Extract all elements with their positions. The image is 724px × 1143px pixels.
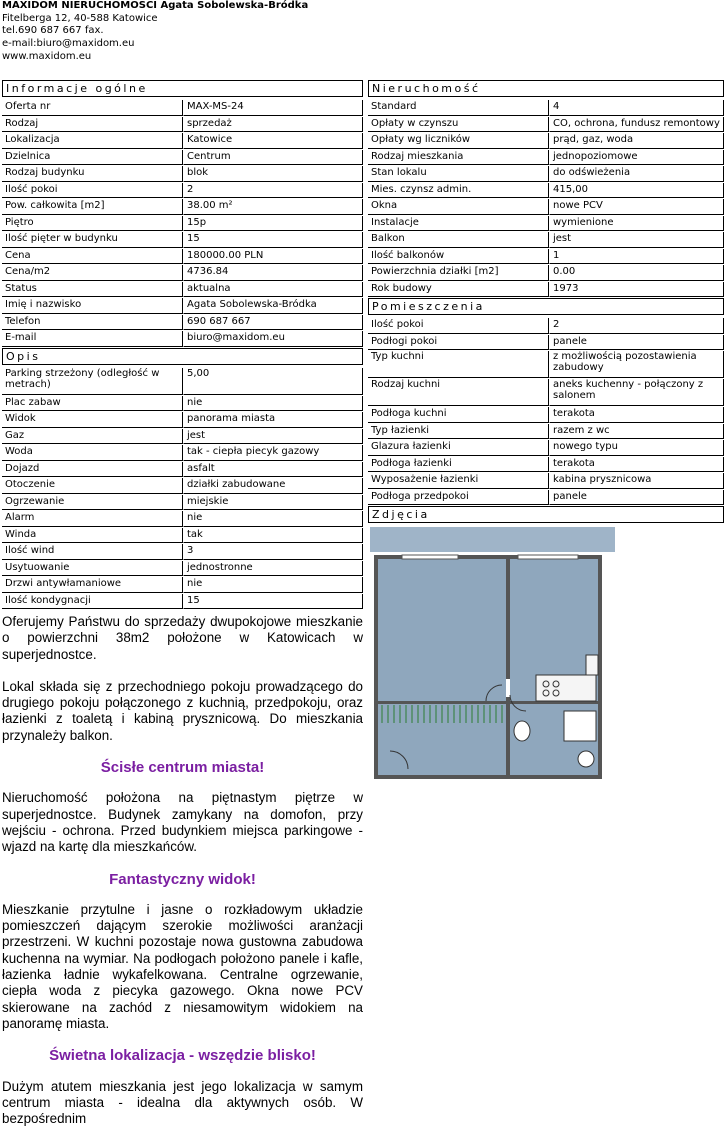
- row-value: biuro@maxidom.eu: [183, 331, 363, 347]
- table-row: [2, 282, 363, 298]
- description-paragraph: Nieruchomość położona na piętnastym piętrze w superjednostce. Budynek zamykany na domofon, przy wejściu - ochrona. Przed budynkiem miejsca parkingowe - wjazd na kartę dla mieszkańców.: [2, 790, 363, 855]
- row-value: nie: [183, 577, 363, 593]
- row-value: jednostronne: [183, 561, 363, 577]
- row-value: 2: [183, 183, 363, 199]
- table-row: [2, 544, 363, 560]
- table-row: [2, 133, 363, 149]
- table-row: [2, 232, 363, 248]
- row-value: Centrum: [183, 150, 363, 166]
- row-label: Ilość wind: [2, 544, 183, 560]
- description-heading: Ścisłe centrum miasta!: [100, 759, 265, 777]
- row-label: Imię i nazwisko: [2, 298, 183, 314]
- section-rooms-header: Pomieszczenia: [368, 298, 724, 315]
- left-column: [2, 80, 363, 1143]
- row-label: Status: [2, 282, 183, 298]
- row-label: Plac zabaw: [2, 396, 183, 412]
- table-row: [2, 412, 363, 428]
- row-value: 15p: [183, 216, 363, 232]
- row-value: terakota: [549, 457, 724, 473]
- table-row: [368, 440, 724, 456]
- row-label: Podłogi pokoi: [368, 335, 549, 351]
- row-label: Ilość pięter w budynku: [2, 232, 183, 248]
- right-column: [368, 80, 724, 785]
- table-row: [368, 473, 724, 489]
- table-row: [2, 396, 363, 412]
- row-label: Otoczenie: [2, 478, 183, 494]
- row-label: Lokalizacja: [2, 133, 183, 149]
- row-label: Rodzaj mieszkania: [368, 150, 549, 166]
- row-label: E-mail: [2, 331, 183, 347]
- row-value: 4736.84: [183, 265, 363, 281]
- table-row: [368, 379, 724, 406]
- general-table: [2, 99, 363, 348]
- table-row: [368, 265, 724, 281]
- row-label: Rodzaj kuchni: [368, 379, 549, 406]
- row-label: Dojazd: [2, 462, 183, 478]
- table-row: [368, 216, 724, 232]
- agency-address: Fitelberga 12, 40-588 Katowice: [2, 12, 158, 24]
- row-value: nowego typu: [549, 440, 724, 456]
- row-label: Typ kuchni: [368, 351, 549, 378]
- table-row: [2, 478, 363, 494]
- agency-tel: tel.690 687 667 fax.: [2, 25, 104, 37]
- row-label: Ilość pokoi: [2, 183, 183, 199]
- floor-plan-image[interactable]: [368, 525, 625, 785]
- table-row: [2, 594, 363, 610]
- row-label: Cena/m2: [2, 265, 183, 281]
- description: [2, 614, 363, 1127]
- row-value: sprzedaż: [183, 117, 363, 133]
- row-label: Stan lokalu: [368, 166, 549, 182]
- table-row: [368, 282, 724, 298]
- row-label: Podłoga łazienki: [368, 457, 549, 473]
- row-value: do odświeżenia: [549, 166, 724, 182]
- description-paragraph: Oferujemy Państwu do sprzedaży dwupokojowe mieszkanie o powierzchni 38m2 położone w Katowicach w superjednostce.: [2, 614, 363, 662]
- row-label: Standard: [368, 100, 549, 116]
- row-label: Rok budowy: [368, 282, 549, 298]
- row-label: Parking strzeżony (odległość w metrach): [2, 368, 183, 395]
- row-label: Wyposażenie łazienki: [368, 473, 549, 489]
- row-value: nie: [183, 396, 363, 412]
- row-value: jest: [183, 429, 363, 445]
- row-label: Ilość balkonów: [368, 249, 549, 265]
- row-value: panorama miasta: [183, 412, 363, 428]
- table-row: [2, 445, 363, 461]
- row-label: Mies. czynsz admin.: [368, 183, 549, 199]
- row-value: 690 687 667: [183, 315, 363, 331]
- row-value: 1: [549, 249, 724, 265]
- row-value: 4: [549, 100, 724, 116]
- table-row: [368, 183, 724, 199]
- row-label: Gaz: [2, 429, 183, 445]
- row-value: CO, ochrona, fundusz remontowy: [549, 117, 724, 133]
- description-heading: Fantastyczny widok!: [109, 870, 256, 888]
- table-row: [2, 265, 363, 281]
- row-value: 0.00: [549, 265, 724, 281]
- table-row: [2, 166, 363, 182]
- table-row: [2, 183, 363, 199]
- table-row: [2, 429, 363, 445]
- agency-name: MAXIDOM NIERUCHOMOŚCI Agata Sobolewska-Bródka: [2, 0, 309, 11]
- section-photos-header: Zdjęcia: [368, 506, 724, 523]
- row-label: Alarm: [2, 511, 183, 527]
- table-row: [368, 335, 724, 351]
- table-row: [2, 577, 363, 593]
- row-label: Pow. całkowita [m2]: [2, 199, 183, 215]
- section-general-header: Informacje ogólne: [2, 80, 363, 97]
- table-row: [368, 249, 724, 265]
- row-value: panele: [549, 335, 724, 351]
- row-value: MAX-MS-24: [183, 100, 363, 116]
- row-value: 5,00: [183, 368, 363, 395]
- table-row: [2, 495, 363, 511]
- row-label: Oferta nr: [2, 100, 183, 116]
- table-row: [2, 315, 363, 331]
- table-row: [368, 117, 724, 133]
- row-label: Ilość kondygnacji: [2, 594, 183, 610]
- row-value: 38.00 m²: [183, 199, 363, 215]
- row-value: asfalt: [183, 462, 363, 478]
- row-value: z możliwością pozostawienia zabudowy: [549, 351, 724, 378]
- description-paragraph: Mieszkanie przytulne i jasne o rozkładowym układzie pomieszczeń dającym szerokie możliwości aranżacji przestrzeni. W kuchni pozostaje nowa gustowna zabudowa kuchenna na wymiar. Na podłogach położono panele i kafle, łazienka ładnie wykafelkowana. Centralne ogrzewanie, ciepła woda z piecyka gazowego. Okna nowe PCV skierowane na zachód z niesamowitym widokiem na panoramę miasta.: [2, 901, 363, 1031]
- table-row: [2, 511, 363, 527]
- row-label: Opłaty w czynszu: [368, 117, 549, 133]
- row-label: Okna: [368, 199, 549, 215]
- row-value: 415,00: [549, 183, 724, 199]
- table-row: [368, 166, 724, 182]
- table-row: [2, 199, 363, 215]
- row-value: 2: [549, 318, 724, 334]
- description-paragraph: Dużym atutem mieszkania jest jego lokalizacja w samym centrum miasta - idealna dla aktywnych osób. W bezpośrednim: [2, 1078, 363, 1127]
- table-row: [368, 407, 724, 423]
- row-value: działki zabudowane: [183, 478, 363, 494]
- row-value: jednopoziomowe: [549, 150, 724, 166]
- row-label: Piętro: [2, 216, 183, 232]
- table-row: [368, 150, 724, 166]
- row-value: kabina prysznicowa: [549, 473, 724, 489]
- table-row: [368, 133, 724, 149]
- row-label: Widok: [2, 412, 183, 428]
- row-value: 3: [183, 544, 363, 560]
- row-label: Typ łazienki: [368, 424, 549, 440]
- row-value: tak: [183, 528, 363, 544]
- row-label: Telefon: [2, 315, 183, 331]
- row-label: Rodzaj: [2, 117, 183, 133]
- row-value: 1973: [549, 282, 724, 298]
- table-row: [2, 100, 363, 116]
- section-property-header: Nieruchomość: [368, 80, 724, 97]
- row-value: 180000.00 PLN: [183, 249, 363, 265]
- row-value: miejskie: [183, 495, 363, 511]
- row-value: nowe PCV: [549, 199, 724, 215]
- table-row: [2, 528, 363, 544]
- floor-plan-drawing: [368, 525, 625, 785]
- property-table: [368, 99, 724, 298]
- table-row: [368, 424, 724, 440]
- table-row: [2, 249, 363, 265]
- row-value: Katowice: [183, 133, 363, 149]
- table-row: [368, 232, 724, 248]
- row-label: Balkon: [368, 232, 549, 248]
- row-label: Drzwi antywłamaniowe: [2, 577, 183, 593]
- row-label: Podłoga przedpokoi: [368, 490, 549, 506]
- row-value: 15: [183, 594, 363, 610]
- table-row: [2, 331, 363, 347]
- table-row: [368, 100, 724, 116]
- row-value: panele: [549, 490, 724, 506]
- row-label: Glazura łazienki: [368, 440, 549, 456]
- row-label: Woda: [2, 445, 183, 461]
- row-label: Dzielnica: [2, 150, 183, 166]
- row-label: Rodzaj budynku: [2, 166, 183, 182]
- row-label: Ogrzewanie: [2, 495, 183, 511]
- description-paragraph: Lokal składa się z przechodniego pokoju prowadzącego do drugiego pokoju połączonego z kuchnią, przedpokoju, oraz łazienki z toaletą i kabiną prysznicową. Do mieszkania przynależy balkon.: [2, 678, 363, 743]
- agency-header: [2, 0, 308, 64]
- row-value: aktualna: [183, 282, 363, 298]
- table-row: [368, 318, 724, 334]
- row-value: wymienione: [549, 216, 724, 232]
- row-value: terakota: [549, 407, 724, 423]
- row-label: Opłaty wg liczników: [368, 133, 549, 149]
- row-value: aneks kuchenny - połączony z salonem: [549, 379, 724, 406]
- row-label: Cena: [2, 249, 183, 265]
- opis-table: [2, 367, 363, 611]
- row-value: blok: [183, 166, 363, 182]
- table-row: [368, 199, 724, 215]
- table-row: [368, 351, 724, 378]
- table-row: [2, 216, 363, 232]
- table-row: [2, 462, 363, 478]
- row-value: jest: [549, 232, 724, 248]
- table-row: [368, 490, 724, 506]
- table-row: [368, 457, 724, 473]
- table-row: [2, 150, 363, 166]
- row-value: tak - ciepła piecyk gazowy: [183, 445, 363, 461]
- row-value: prąd, gaz, woda: [549, 133, 724, 149]
- table-row: [2, 298, 363, 314]
- row-value: 15: [183, 232, 363, 248]
- row-value: nie: [183, 511, 363, 527]
- description-heading: Świetna lokalizacja - wszędzie blisko!: [49, 1047, 316, 1065]
- row-label: Powierzchnia działki [m2]: [368, 265, 549, 281]
- row-label: Podłoga kuchni: [368, 407, 549, 423]
- row-label: Winda: [2, 528, 183, 544]
- agency-email: e-mail:biuro@maxidom.eu: [2, 38, 135, 50]
- row-value: Agata Sobolewska-Bródka: [183, 298, 363, 314]
- agency-www: www.maxidom.eu: [2, 50, 92, 62]
- row-value: razem z wc: [549, 424, 724, 440]
- row-label: Instalacje: [368, 216, 549, 232]
- row-label: Usytuowanie: [2, 561, 183, 577]
- table-row: [2, 561, 363, 577]
- table-row: [2, 117, 363, 133]
- section-opis-header: Opis: [2, 348, 363, 365]
- row-label: Ilość pokoi: [368, 318, 549, 334]
- rooms-table: [368, 317, 724, 506]
- table-row: [2, 368, 363, 395]
